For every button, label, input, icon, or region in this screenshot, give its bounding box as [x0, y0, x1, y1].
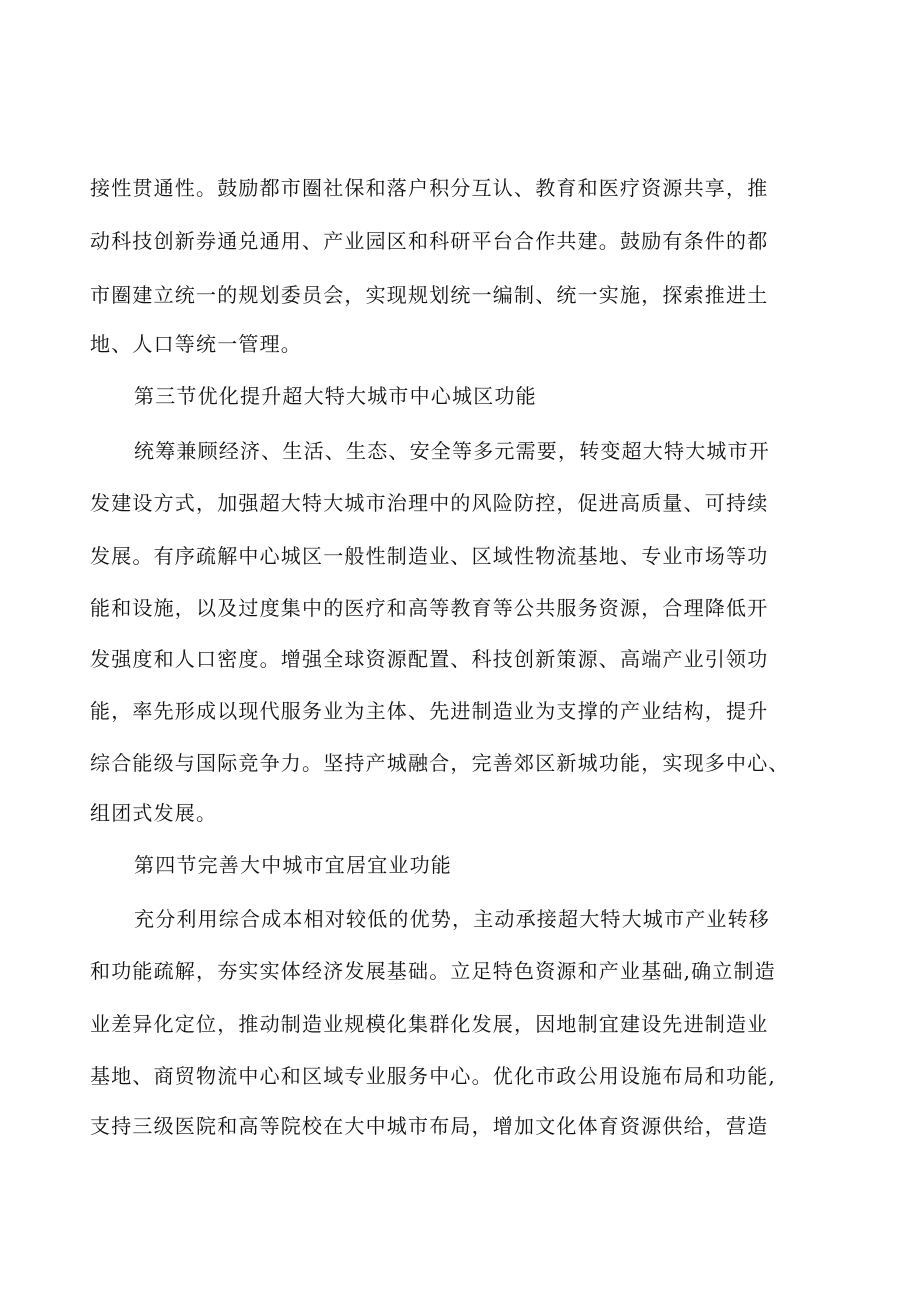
- paragraph-line: 发展。有序疏解中心城区一般性制造业、区域性物流基地、专业市场等功: [90, 544, 769, 568]
- paragraph-line: 接性贯通性。鼓励都市圈社保和落户积分互认、教育和医疗资源共享，推: [90, 176, 769, 200]
- section-heading: 第四节完善大中城市宜居宜业功能: [134, 853, 452, 877]
- paragraph-line: 充分利用综合成本相对较低的优势，主动承接超大特大城市产业转移: [134, 907, 770, 931]
- paragraph-line: 支持三级医院和高等院校在大中城市布局，增加文化体育资源供给，营造: [90, 1114, 769, 1138]
- paragraph-line: 发强度和人口密度。增强全球资源配置、科技创新策源、高端产业引领功: [90, 647, 769, 671]
- paragraph-line: 地、人口等统一管理。: [90, 332, 302, 356]
- paragraph-line: 能，率先形成以现代服务业为主体、先进制造业为支撑的产业结构，提升: [90, 699, 769, 723]
- paragraph-line: 组团式发展。: [90, 801, 218, 825]
- paragraph-line: 和功能疏解，夯实实体经济发展基础。立足特色资源和产业基础,确立制造: [90, 959, 776, 983]
- paragraph-line: 发建设方式，加强超大特大城市治理中的风险防控，促进高质量、可持续: [90, 491, 769, 515]
- paragraph-line: 能和设施，以及过度集中的医疗和高等教育等公共服务资源，合理降低开: [90, 596, 769, 620]
- paragraph-line: 动科技创新券通兑通用、产业园区和科研平台合作共建。鼓励有条件的都: [90, 229, 769, 253]
- paragraph-line: 综合能级与国际竞争力。坚持产城融合，完善郊区新城功能，实现多中心、: [90, 751, 790, 775]
- paragraph-line: 统筹兼顾经济、生活、生态、安全等多元需要，转变超大特大城市开: [134, 439, 770, 463]
- paragraph-line: 业差异化定位，推动制造业规模化集群化发展，因地制宜建设先进制造业: [90, 1012, 769, 1036]
- paragraph-line: 市圈建立统一的规划委员会，实现规划统一编制、统一实施，探索推进土: [90, 283, 769, 307]
- section-heading: 第三节优化提升超大特大城市中心城区功能: [134, 384, 537, 408]
- paragraph-line: 基地、商贸物流中心和区域专业服务中心。优化市政公用设施布局和功能,: [90, 1064, 776, 1088]
